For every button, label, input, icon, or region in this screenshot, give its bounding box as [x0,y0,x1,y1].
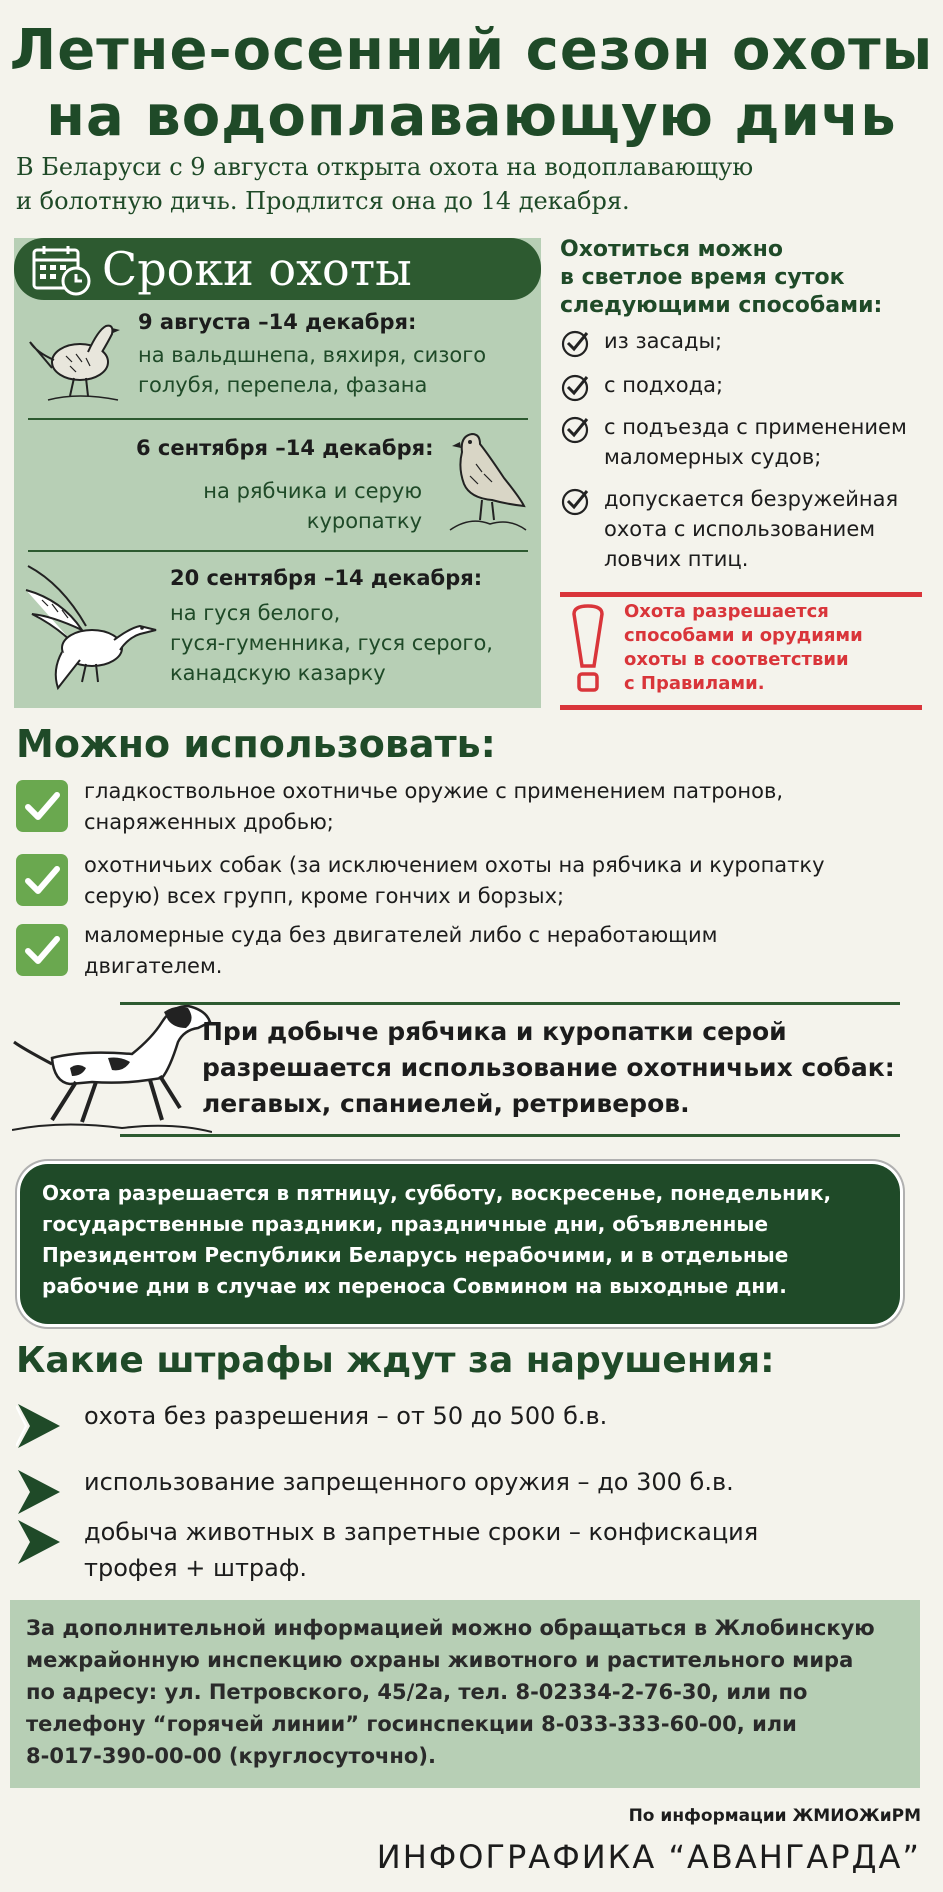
allowed-item-2-line-2: серую) всех групп, кроме гончих и борзых; [84,884,565,908]
lead-paragraph [16,150,896,218]
contact-line-4: телефону “горячей линии” госинспекции 8-033-333-60-00, или [26,1712,797,1736]
contact-line-5: 8-017-390-00-00 (круглосуточно). [26,1744,436,1768]
ways-title-line-2: в светлое время суток [560,265,845,290]
dog-divider-bottom [120,1134,900,1137]
season-3-period: 20 сентября –14 декабря: [170,566,483,590]
way-item-3-line-2: маломерных судов; [604,445,822,469]
exclamation-icon [568,604,608,696]
allowed-item-1-text [84,776,783,838]
way-item-4-line-1: допускается безружейная [604,487,899,511]
season-3-species-line-1: на гуся белого, [170,601,341,625]
dogs-line-3: легавых, спаниелей, ретриверов. [202,1089,690,1118]
season-divider-1 [28,418,528,420]
way-item-4-line-2: охота с использованием [604,517,876,541]
fine-item-3-line-2: трофея + штраф. [84,1554,308,1582]
ways-title [560,236,930,320]
lead-line-2: и болотную дичь. Продлится она до 14 декабря. [16,187,630,215]
fine-item-2-text: использование запрещенного оружия – до 300 б.в. [84,1468,734,1496]
fine-item-1-text: охота без разрешения – от 50 до 500 б.в. [84,1402,608,1430]
check-box-icon [16,780,68,832]
allowed-item-3-text [84,920,717,982]
days-line-1: Охота разрешается в пятницу, субботу, воскресенье, понедельник, [42,1181,832,1205]
dog-divider-top [120,1002,900,1005]
way-item-2-text: с подхода; [604,373,724,397]
season-2-species [120,476,422,536]
contact-line-1: За дополнительной информацией можно обращаться в Жлобинскую [26,1616,875,1640]
season-1-period: 9 августа –14 декабря: [138,310,417,334]
season-2-species-line-2: куропатку [306,509,422,533]
contact-line-2: межрайонную инспекцию охраны животного и растительного мира [26,1648,854,1672]
check-circle-icon [560,486,590,516]
rules-line-1: Охота разрешается [624,601,829,622]
title-line-2: на водоплавающую дичь [46,84,897,149]
check-box-icon [16,924,68,976]
arrow-right-icon [16,1468,62,1516]
fine-item-3-line-1: добыча животных в запретные сроки – конфискация [84,1518,759,1546]
source-note: По информации ЖМИОЖиРМ [628,1806,921,1826]
partridge-icon [440,424,530,536]
fines-title: Какие штрафы ждут за нарушения: [16,1340,775,1381]
allowed-item-1-line-1: гладкоствольное охотничье оружие с применением патронов, [84,779,784,803]
rules-line-2: способами и орудиями [624,625,863,646]
arrow-right-icon [16,1402,62,1450]
way-item-3-line-1: с подъезда с применением [604,415,907,439]
season-3-species-line-2: гуся-гуменника, гуся серого, [170,631,493,655]
fine-item-3-text [84,1514,758,1586]
pheasant-icon [28,312,128,404]
season-2-species-line-1: на рябчика и серую [203,479,422,503]
allowed-title: Можно использовать: [16,722,496,766]
credit-line: ИНФОГРАФИКА “АВАНГАРДА” [376,1838,921,1876]
days-line-4: рабочие дни в случае их переноса Совмином на выходные дни. [42,1274,787,1298]
goose-icon [22,560,162,698]
season-divider-2 [28,550,528,552]
allowed-item-2-line-1: охотничьих собак (за исключением охоты на рябчика и куропатку [84,853,825,877]
seasons-title: Сроки охоты [102,242,412,296]
arrow-right-icon [16,1518,62,1566]
check-box-icon [16,854,68,906]
rules-notice-text [624,600,914,696]
season-1-species-line-1: на вальдшнепа, вяхиря, сизого [138,343,487,367]
hunting-days-text [42,1178,882,1302]
season-3-species [170,598,540,688]
way-item-1-text: из засады; [604,329,723,353]
check-circle-icon [560,414,590,444]
way-item-4-text [604,484,898,574]
way-item-4-line-3: ловчих птиц. [604,547,749,571]
check-circle-icon [560,328,590,358]
season-2-period: 6 сентября –14 декабря: [136,436,434,460]
rules-line-3: охоты в соответствии [624,649,849,670]
allowed-item-1-line-2: снаряженных дробью; [84,810,334,834]
contact-text [26,1612,906,1772]
allowed-item-3-line-1: маломерные суда без двигателей либо с неработающим [84,923,718,947]
allowed-item-2-text [84,850,825,912]
ways-title-line-3: следующими способами: [560,293,883,318]
season-1-species-line-2: голубя, перепела, фазана [138,373,428,397]
dogs-line-2: разрешается использование охотничьих собак: [202,1053,895,1082]
dogs-line-1: При добыче рябчика и куропатки серой [202,1017,787,1046]
allowed-item-3-line-2: двигателем. [84,954,223,978]
dogs-text [202,1014,902,1122]
rules-line-4: с Правилами. [624,673,765,694]
pointer-dog-icon [12,998,212,1138]
ways-title-line-1: Охотиться можно [560,237,783,262]
season-3-species-line-3: канадскую казарку [170,661,386,685]
days-line-2: государственные праздники, праздничные дни, объявленные [42,1212,769,1236]
way-item-3-text [604,412,907,472]
page-title [0,18,943,150]
lead-line-1: В Беларуси с 9 августа открыта охота на водоплавающую [16,153,754,181]
check-circle-icon [560,372,590,402]
season-1-species [138,340,538,400]
title-line-1: Летне-осенний сезон охоты [9,18,934,83]
calendar-clock-icon [32,244,92,296]
contact-line-3: по адресу: ул. Петровского, 45/2а, тел. 8-02334-2-76-30, или по [26,1680,808,1704]
days-line-3: Президентом Республики Беларусь нерабочими, и в отдельные [42,1243,789,1267]
